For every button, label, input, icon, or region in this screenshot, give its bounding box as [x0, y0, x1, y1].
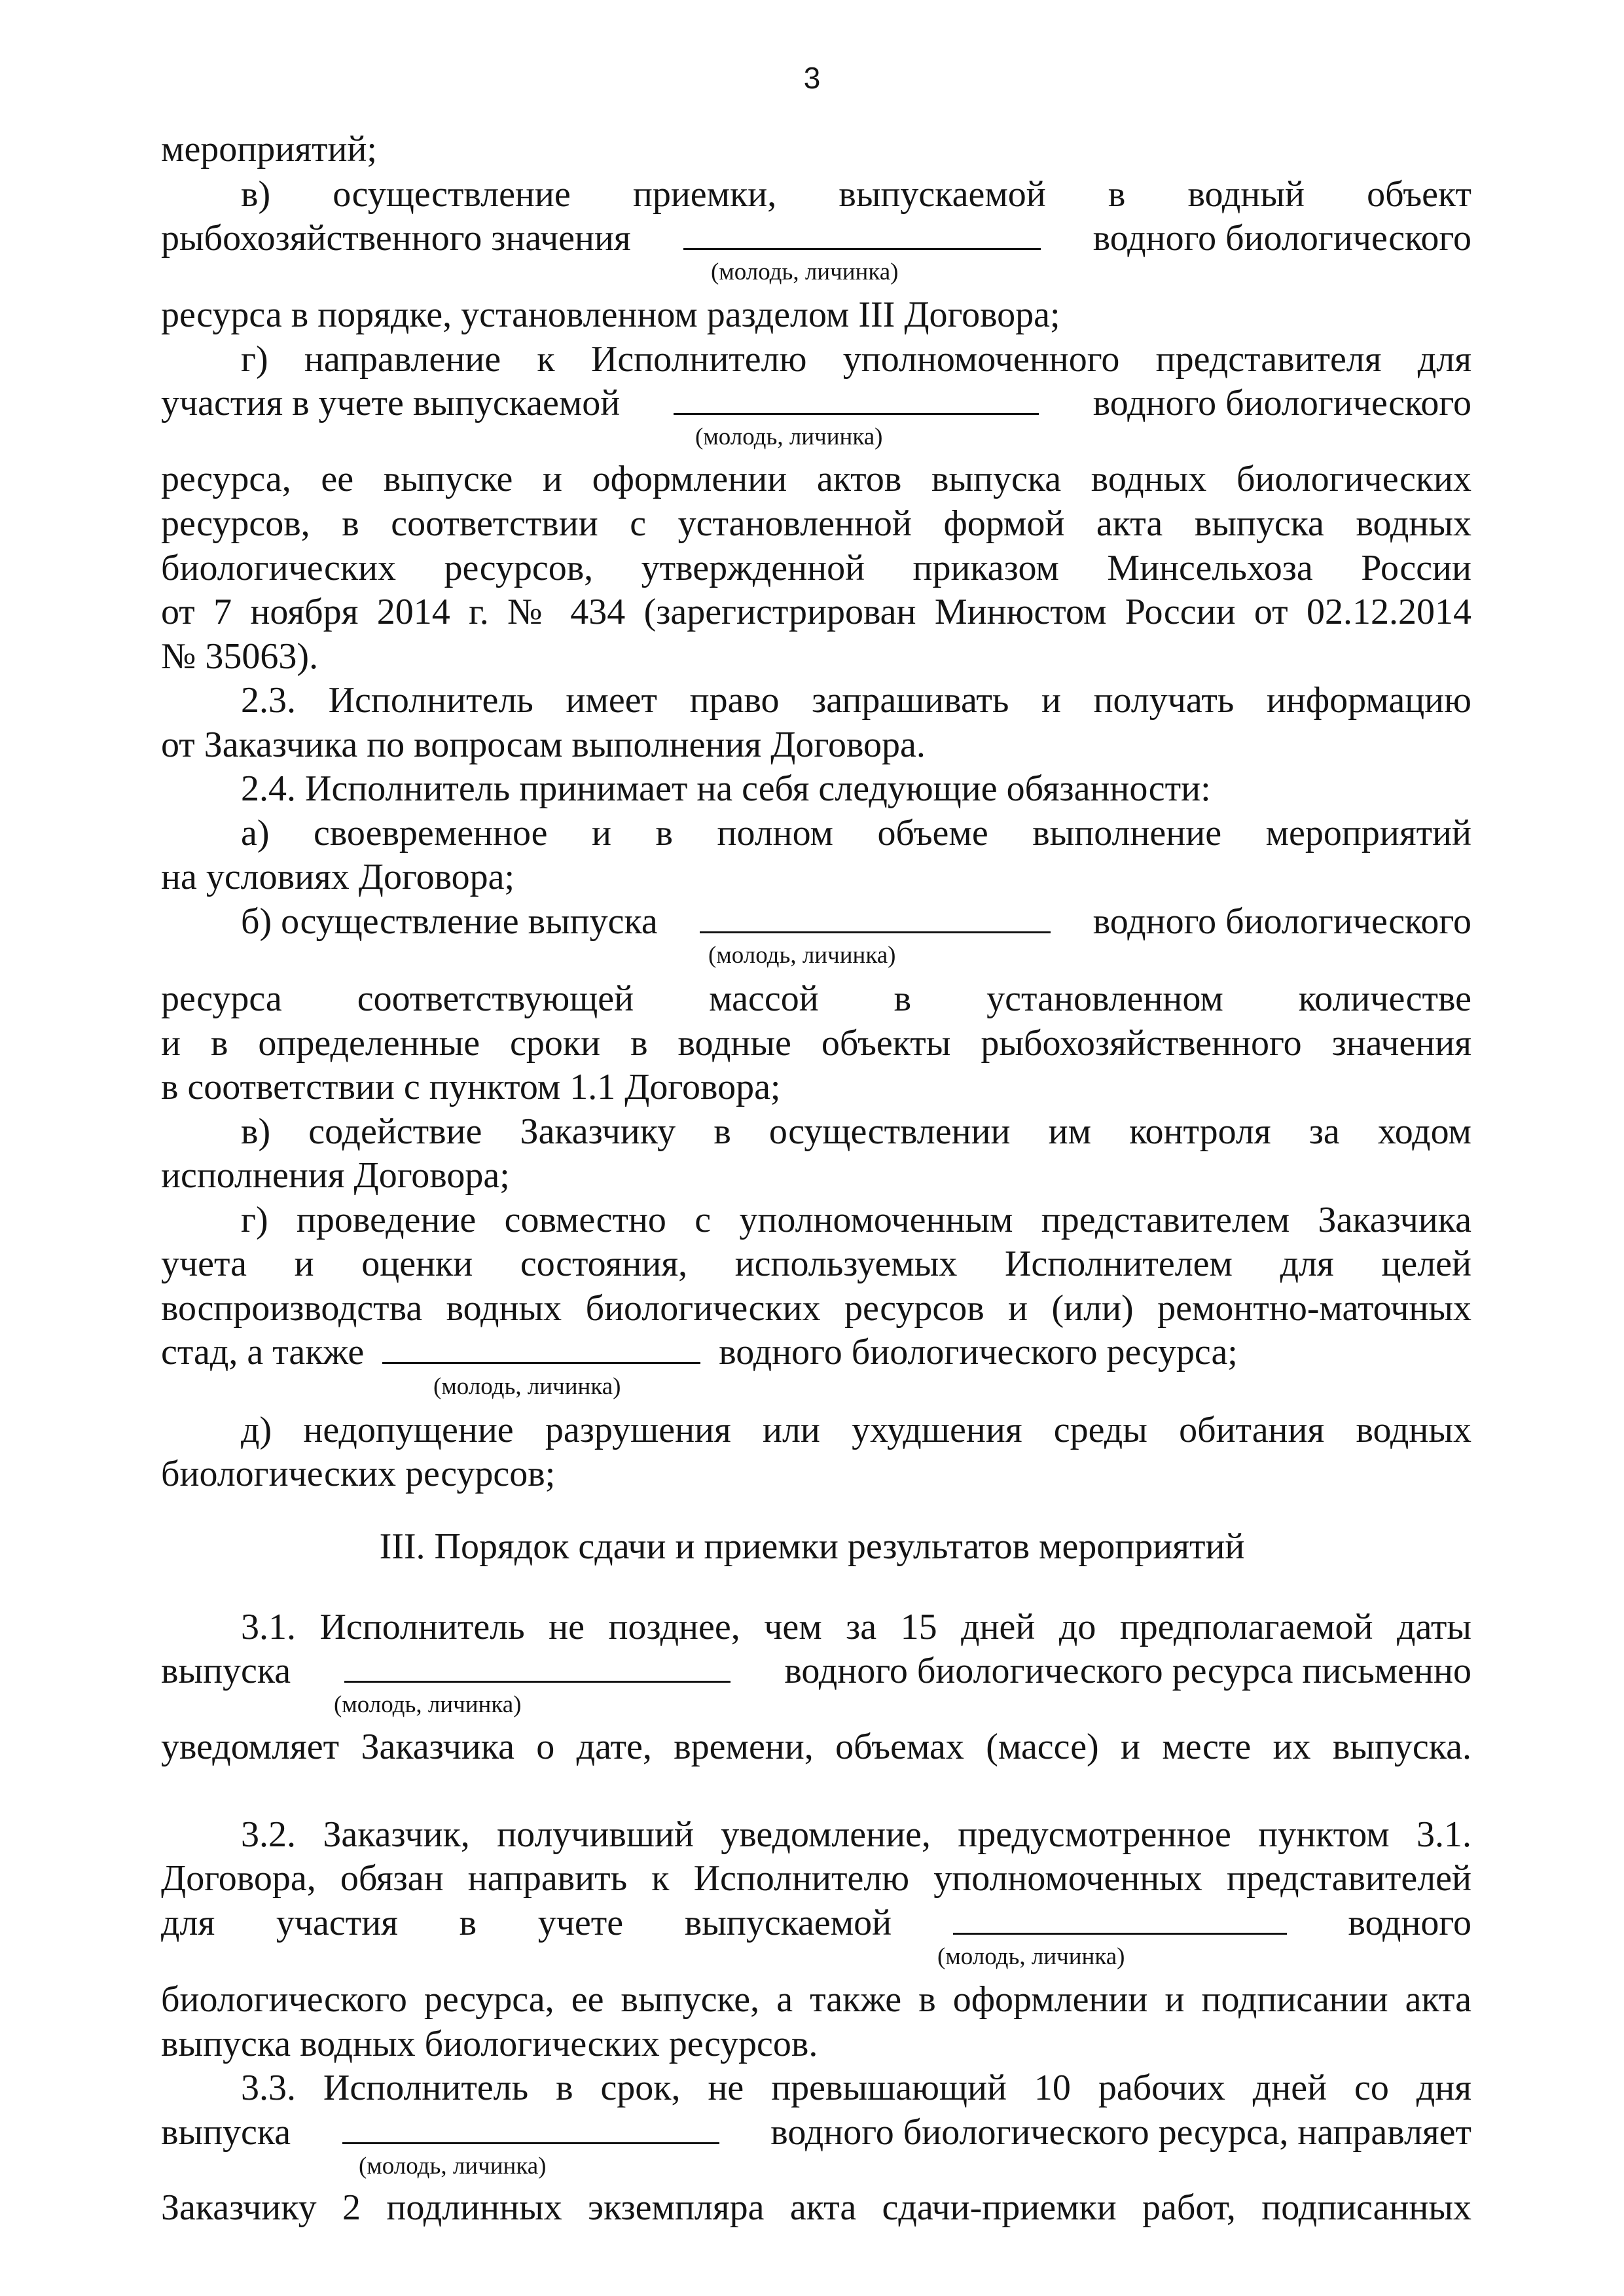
text-line: выпуска водного биологического ресурса, направляет	[161, 2112, 1471, 2153]
fill-in-blank[interactable]	[342, 2113, 719, 2144]
fill-in-blank[interactable]	[683, 219, 1041, 250]
text-line: и в определенные сроки в водные объекты рыбохозяйственного значения	[161, 1023, 1471, 1064]
text-line: воспроизводства водных биологических ресурсов и (или) ремонтно-маточных	[161, 1288, 1471, 1329]
text-line: б) осуществление выпуска водного биологического	[241, 901, 1471, 942]
blank-hint: (молодь, личинка)	[708, 942, 896, 969]
text-line: 3.3. Исполнитель в срок, не превышающий 10 рабочих дней со дня	[241, 2068, 1471, 2108]
text-line: 3.1. Исполнитель не позднее, чем за 15 дней до предполагаемой даты	[241, 1607, 1471, 1647]
fill-in-blank[interactable]	[674, 384, 1039, 415]
text-line: ресурса, ее выпуске и оформлении актов выпуска водных биологических	[161, 459, 1471, 499]
text-line: биологических ресурсов;	[161, 1454, 556, 1494]
fill-in-blank[interactable]	[953, 1904, 1287, 1935]
blank-hint: (молодь, личинка)	[334, 1691, 522, 1718]
text-line: г) проведение совместно с уполномоченным представителем Заказчика	[241, 1200, 1471, 1240]
text-line: мероприятий;	[161, 129, 377, 170]
text-line: 2.3. Исполнитель имеет право запрашивать и получать информацию	[241, 680, 1471, 721]
text-line: в) содействие Заказчику в осуществлении им контроля за ходом	[241, 1111, 1471, 1152]
text-line: 2.4. Исполнитель принимает на себя следующие обязанности:	[241, 768, 1211, 809]
section-heading: III. Порядок сдачи и приемки результатов мероприятий	[379, 1526, 1245, 1567]
text-line: 3.2. Заказчик, получивший уведомление, предусмотренное пунктом 3.1.	[241, 1814, 1471, 1855]
text-line: в) осуществление приемки, выпускаемой в водный объект	[241, 174, 1471, 215]
fill-in-blank[interactable]	[700, 903, 1051, 933]
text-line: для участия в учете выпускаемой водного	[161, 1903, 1471, 1943]
text-line: учета и оценки состояния, используемых Исполнителем для целей	[161, 1244, 1471, 1284]
text-line: от Заказчика по вопросам выполнения Договора.	[161, 725, 926, 765]
page-number: 3	[803, 61, 821, 95]
text-line: а) своевременное и в полном объеме выполнение мероприятий	[241, 813, 1471, 853]
text-line: Договора, обязан направить к Исполнителю уполномоченных представителей	[161, 1858, 1471, 1899]
text-line: ресурса соответствующей массой в установленном количестве	[161, 978, 1471, 1019]
text-line: на условиях Договора;	[161, 857, 515, 897]
text-line: № 35063).	[161, 636, 319, 677]
fill-in-blank[interactable]	[382, 1333, 700, 1364]
blank-hint: (молодь, личинка)	[433, 1373, 621, 1400]
blank-hint: (молодь, личинка)	[359, 2153, 547, 2179]
blank-hint: (молодь, личинка)	[695, 423, 883, 450]
blank-hint: (молодь, личинка)	[711, 259, 899, 285]
text-line: г) направление к Исполнителю уполномоченного представителя для	[241, 339, 1471, 380]
text-line: ресурсов, в соответствии с установленной формой акта выпуска водных	[161, 503, 1471, 544]
text-line: биологического ресурса, ее выпуске, а также в оформлении и подписании акта	[161, 1979, 1471, 2020]
fill-in-blank[interactable]	[344, 1652, 731, 1683]
text-line: выпуска водных биологических ресурсов.	[161, 2024, 818, 2064]
text-line: стад, а также водного биологического ресурса;	[161, 1332, 1238, 1372]
text-line: рыбохозяйственного значения водного биологического	[161, 218, 1471, 259]
text-line: уведомляет Заказчика о дате, времени, объемах (массе) и месте их выпуска.	[161, 1727, 1471, 1767]
text-line: исполнения Договора;	[161, 1155, 510, 1196]
text-line: участия в учете выпускаемой водного биологического	[161, 383, 1471, 423]
text-line: ресурса в порядке, установленном разделом III Договора;	[161, 295, 1060, 335]
text-line: от 7 ноября 2014 г. № 434 (зарегистрирован Минюстом России от 02.12.2014	[161, 592, 1471, 632]
blank-hint: (молодь, личинка)	[937, 1943, 1125, 1970]
text-line: выпуска водного биологического ресурса письменно	[161, 1651, 1471, 1691]
text-line: в соответствии с пунктом 1.1 Договора;	[161, 1067, 781, 1107]
text-line: Заказчику 2 подлинных экземпляра акта сдачи-приемки работ, подписанных	[161, 2187, 1471, 2228]
text-line: д) недопущение разрушения или ухудшения среды обитания водных	[241, 1410, 1471, 1450]
text-line: биологических ресурсов, утвержденной приказом Минсельхоза России	[161, 548, 1471, 588]
